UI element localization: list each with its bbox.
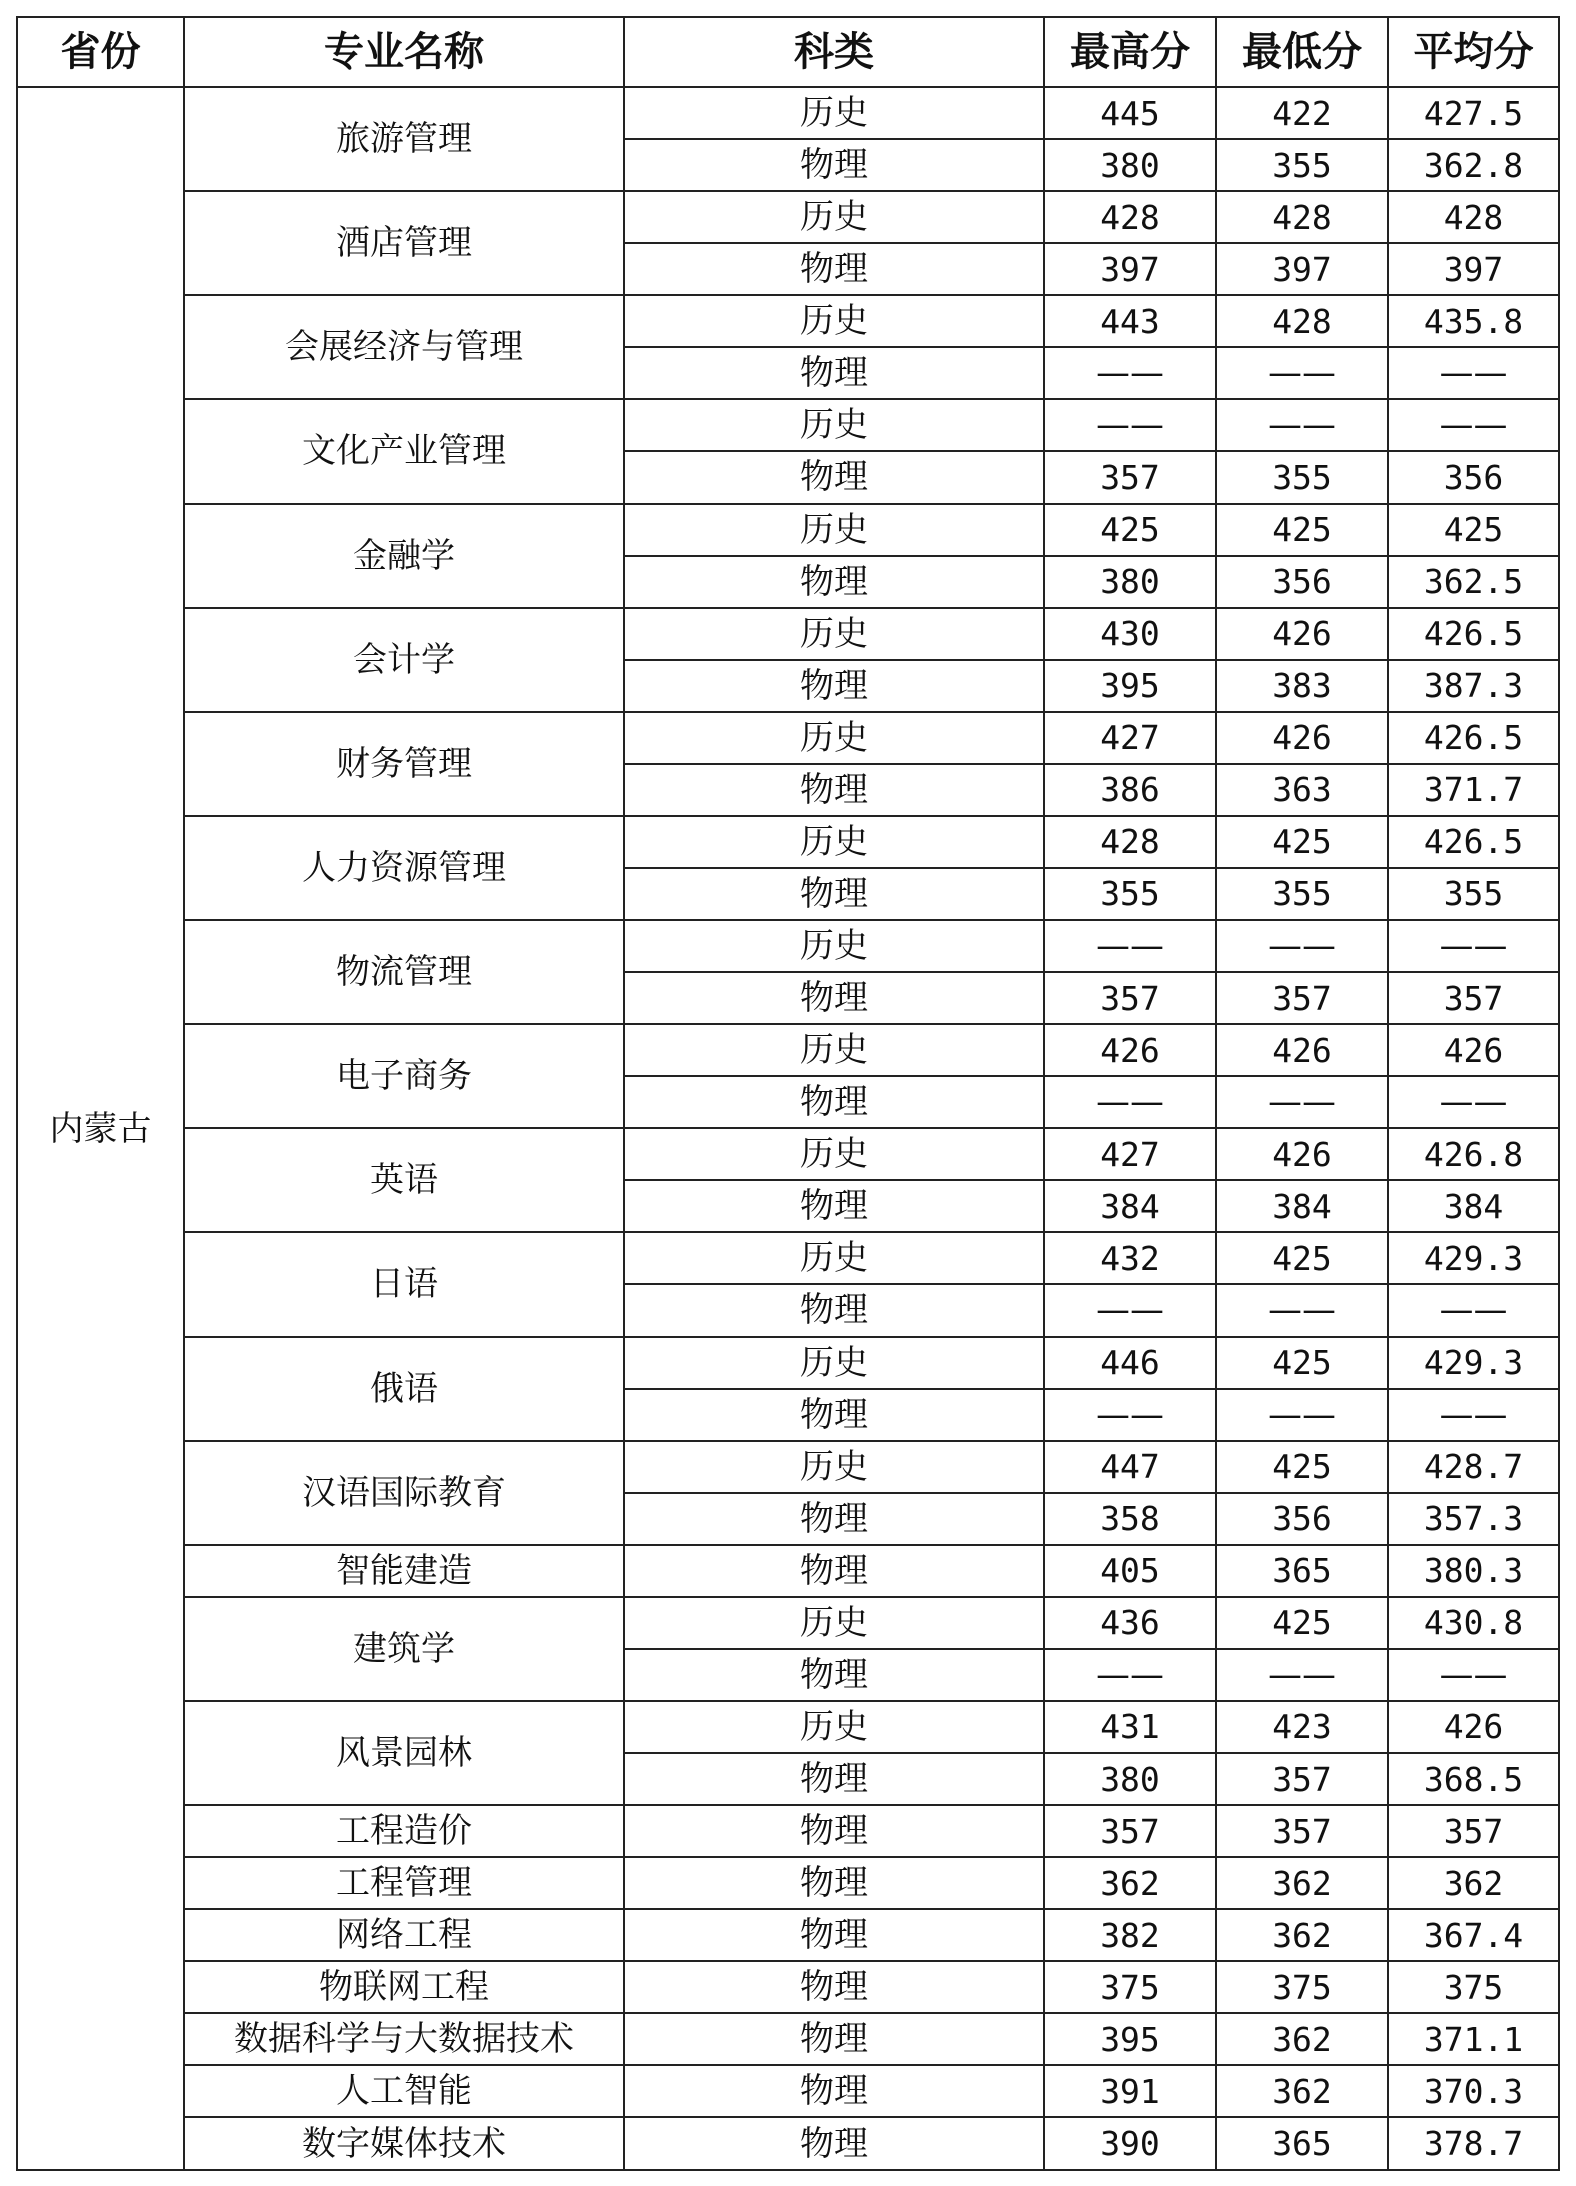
max-score-cell: 446 xyxy=(1044,1337,1216,1389)
subject-cell: 物理 xyxy=(624,2065,1044,2117)
subject-cell: 物理 xyxy=(624,1180,1044,1232)
avg-score-cell: 362 xyxy=(1388,1857,1559,1909)
max-score-cell: 432 xyxy=(1044,1232,1216,1284)
header-row xyxy=(17,17,1559,87)
avg-score-cell: 362.8 xyxy=(1388,139,1559,191)
score-table xyxy=(16,16,1560,2171)
avg-score-cell: 368.5 xyxy=(1388,1753,1559,1805)
table-body xyxy=(17,87,1559,2170)
min-score-cell: 355 xyxy=(1216,139,1388,191)
min-score-cell: 425 xyxy=(1216,1441,1388,1493)
subject-cell: 物理 xyxy=(624,1753,1044,1805)
max-score-cell: 384 xyxy=(1044,1180,1216,1232)
min-score-cell: 375 xyxy=(1216,1961,1388,2013)
max-score-cell: 436 xyxy=(1044,1597,1216,1649)
major-name-cell: 旅游管理 xyxy=(184,87,624,191)
max-score-cell: 390 xyxy=(1044,2117,1216,2170)
avg-score-cell: 378.7 xyxy=(1388,2117,1559,2170)
max-score-cell: 375 xyxy=(1044,1961,1216,2013)
header-max-score: 最高分 xyxy=(1044,17,1216,87)
avg-score-cell: 380.3 xyxy=(1388,1545,1559,1597)
max-score-cell: —— xyxy=(1044,1649,1216,1701)
table-row xyxy=(17,2117,1559,2170)
avg-score-cell: 425 xyxy=(1388,504,1559,556)
min-score-cell: 426 xyxy=(1216,712,1388,764)
major-name-cell: 人力资源管理 xyxy=(184,816,624,920)
subject-cell: 物理 xyxy=(624,243,1044,295)
subject-cell: 物理 xyxy=(624,1389,1044,1441)
min-score-cell: 426 xyxy=(1216,1024,1388,1076)
subject-cell: 历史 xyxy=(624,295,1044,347)
subject-cell: 历史 xyxy=(624,816,1044,868)
avg-score-cell: —— xyxy=(1388,920,1559,972)
avg-score-cell: 426 xyxy=(1388,1024,1559,1076)
avg-score-cell: —— xyxy=(1388,1284,1559,1336)
major-name-cell: 酒店管理 xyxy=(184,191,624,295)
avg-score-cell: 428.7 xyxy=(1388,1441,1559,1493)
max-score-cell: 427 xyxy=(1044,712,1216,764)
max-score-cell: 405 xyxy=(1044,1545,1216,1597)
avg-score-cell: 429.3 xyxy=(1388,1337,1559,1389)
subject-cell: 历史 xyxy=(624,920,1044,972)
min-score-cell: 357 xyxy=(1216,1805,1388,1857)
min-score-cell: 425 xyxy=(1216,816,1388,868)
table-row xyxy=(17,1024,1559,1076)
table-row xyxy=(17,2013,1559,2065)
header-min-score: 最低分 xyxy=(1216,17,1388,87)
major-name-cell: 会计学 xyxy=(184,608,624,712)
subject-cell: 历史 xyxy=(624,1024,1044,1076)
avg-score-cell: 362.5 xyxy=(1388,556,1559,608)
subject-cell: 历史 xyxy=(624,1701,1044,1753)
min-score-cell: —— xyxy=(1216,1284,1388,1336)
min-score-cell: 425 xyxy=(1216,504,1388,556)
table-row xyxy=(17,1701,1559,1753)
subject-cell: 物理 xyxy=(624,1909,1044,1961)
min-score-cell: —— xyxy=(1216,1389,1388,1441)
header-avg-score: 平均分 xyxy=(1388,17,1559,87)
subject-cell: 历史 xyxy=(624,87,1044,139)
avg-score-cell: 384 xyxy=(1388,1180,1559,1232)
table-row xyxy=(17,399,1559,451)
max-score-cell: 395 xyxy=(1044,2013,1216,2065)
min-score-cell: 362 xyxy=(1216,1857,1388,1909)
subject-cell: 物理 xyxy=(624,1649,1044,1701)
max-score-cell: 447 xyxy=(1044,1441,1216,1493)
max-score-cell: 380 xyxy=(1044,1753,1216,1805)
max-score-cell: 425 xyxy=(1044,504,1216,556)
avg-score-cell: 356 xyxy=(1388,451,1559,503)
subject-cell: 物理 xyxy=(624,347,1044,399)
table-row xyxy=(17,1232,1559,1284)
min-score-cell: 423 xyxy=(1216,1701,1388,1753)
min-score-cell: 425 xyxy=(1216,1597,1388,1649)
major-name-cell: 工程管理 xyxy=(184,1857,624,1909)
major-name-cell: 英语 xyxy=(184,1128,624,1232)
max-score-cell: —— xyxy=(1044,1284,1216,1336)
min-score-cell: 357 xyxy=(1216,972,1388,1024)
subject-cell: 历史 xyxy=(624,608,1044,660)
major-name-cell: 电子商务 xyxy=(184,1024,624,1128)
subject-cell: 物理 xyxy=(624,2013,1044,2065)
subject-cell: 物理 xyxy=(624,139,1044,191)
avg-score-cell: —— xyxy=(1388,1389,1559,1441)
subject-cell: 物理 xyxy=(624,1076,1044,1128)
min-score-cell: 357 xyxy=(1216,1753,1388,1805)
table-row xyxy=(17,2065,1559,2117)
max-score-cell: 426 xyxy=(1044,1024,1216,1076)
max-score-cell: 362 xyxy=(1044,1857,1216,1909)
avg-score-cell: —— xyxy=(1388,399,1559,451)
max-score-cell: —— xyxy=(1044,1076,1216,1128)
major-name-cell: 物联网工程 xyxy=(184,1961,624,2013)
major-name-cell: 物流管理 xyxy=(184,920,624,1024)
min-score-cell: —— xyxy=(1216,399,1388,451)
table-row xyxy=(17,1545,1559,1597)
subject-cell: 历史 xyxy=(624,191,1044,243)
major-name-cell: 网络工程 xyxy=(184,1909,624,1961)
avg-score-cell: 371.7 xyxy=(1388,764,1559,816)
subject-cell: 历史 xyxy=(624,1128,1044,1180)
table-row xyxy=(17,1128,1559,1180)
min-score-cell: 428 xyxy=(1216,295,1388,347)
avg-score-cell: 428 xyxy=(1388,191,1559,243)
subject-cell: 物理 xyxy=(624,764,1044,816)
min-score-cell: 397 xyxy=(1216,243,1388,295)
avg-score-cell: 426.5 xyxy=(1388,608,1559,660)
table-row xyxy=(17,1961,1559,2013)
major-name-cell: 风景园林 xyxy=(184,1701,624,1805)
table-row xyxy=(17,504,1559,556)
subject-cell: 物理 xyxy=(624,556,1044,608)
avg-score-cell: 427.5 xyxy=(1388,87,1559,139)
major-name-cell: 汉语国际教育 xyxy=(184,1441,624,1545)
min-score-cell: —— xyxy=(1216,1076,1388,1128)
table-row xyxy=(17,816,1559,868)
avg-score-cell: 426.8 xyxy=(1388,1128,1559,1180)
avg-score-cell: 355 xyxy=(1388,868,1559,920)
min-score-cell: —— xyxy=(1216,347,1388,399)
major-name-cell: 俄语 xyxy=(184,1337,624,1441)
subject-cell: 物理 xyxy=(624,1493,1044,1545)
max-score-cell: 395 xyxy=(1044,660,1216,712)
subject-cell: 历史 xyxy=(624,1597,1044,1649)
major-name-cell: 金融学 xyxy=(184,504,624,608)
max-score-cell: 428 xyxy=(1044,816,1216,868)
avg-score-cell: 357 xyxy=(1388,972,1559,1024)
major-name-cell: 工程造价 xyxy=(184,1805,624,1857)
subject-cell: 物理 xyxy=(624,1805,1044,1857)
min-score-cell: 362 xyxy=(1216,1909,1388,1961)
min-score-cell: 355 xyxy=(1216,451,1388,503)
max-score-cell: 355 xyxy=(1044,868,1216,920)
subject-cell: 物理 xyxy=(624,1961,1044,2013)
subject-cell: 历史 xyxy=(624,1337,1044,1389)
header-subject: 科类 xyxy=(624,17,1044,87)
min-score-cell: 426 xyxy=(1216,608,1388,660)
major-name-cell: 日语 xyxy=(184,1232,624,1336)
max-score-cell: 391 xyxy=(1044,2065,1216,2117)
header-province: 省份 xyxy=(17,17,184,87)
min-score-cell: 356 xyxy=(1216,556,1388,608)
table-row xyxy=(17,712,1559,764)
min-score-cell: 362 xyxy=(1216,2013,1388,2065)
avg-score-cell: 426.5 xyxy=(1388,712,1559,764)
max-score-cell: 357 xyxy=(1044,1805,1216,1857)
min-score-cell: —— xyxy=(1216,1649,1388,1701)
max-score-cell: —— xyxy=(1044,347,1216,399)
subject-cell: 物理 xyxy=(624,2117,1044,2170)
table-row xyxy=(17,295,1559,347)
major-name-cell: 财务管理 xyxy=(184,712,624,816)
min-score-cell: 422 xyxy=(1216,87,1388,139)
subject-cell: 物理 xyxy=(624,451,1044,503)
subject-cell: 历史 xyxy=(624,399,1044,451)
avg-score-cell: 357 xyxy=(1388,1805,1559,1857)
table-row xyxy=(17,191,1559,243)
avg-score-cell: 371.1 xyxy=(1388,2013,1559,2065)
avg-score-cell: 370.3 xyxy=(1388,2065,1559,2117)
table-row xyxy=(17,1909,1559,1961)
avg-score-cell: 435.8 xyxy=(1388,295,1559,347)
subject-cell: 物理 xyxy=(624,660,1044,712)
min-score-cell: 365 xyxy=(1216,2117,1388,2170)
avg-score-cell: 426.5 xyxy=(1388,816,1559,868)
province-cell: 内蒙古 xyxy=(17,87,184,2170)
avg-score-cell: 357.3 xyxy=(1388,1493,1559,1545)
table-row xyxy=(17,1857,1559,1909)
max-score-cell: 443 xyxy=(1044,295,1216,347)
min-score-cell: 425 xyxy=(1216,1232,1388,1284)
min-score-cell: 384 xyxy=(1216,1180,1388,1232)
major-name-cell: 建筑学 xyxy=(184,1597,624,1701)
subject-cell: 物理 xyxy=(624,868,1044,920)
max-score-cell: 397 xyxy=(1044,243,1216,295)
avg-score-cell: 426 xyxy=(1388,1701,1559,1753)
table-row xyxy=(17,1597,1559,1649)
avg-score-cell: —— xyxy=(1388,1076,1559,1128)
table-row xyxy=(17,1441,1559,1493)
max-score-cell: —— xyxy=(1044,1389,1216,1441)
subject-cell: 物理 xyxy=(624,1545,1044,1597)
major-name-cell: 会展经济与管理 xyxy=(184,295,624,399)
max-score-cell: 380 xyxy=(1044,556,1216,608)
max-score-cell: 357 xyxy=(1044,451,1216,503)
max-score-cell: 382 xyxy=(1044,1909,1216,1961)
avg-score-cell: 429.3 xyxy=(1388,1232,1559,1284)
max-score-cell: —— xyxy=(1044,399,1216,451)
max-score-cell: 386 xyxy=(1044,764,1216,816)
subject-cell: 历史 xyxy=(624,712,1044,764)
major-name-cell: 文化产业管理 xyxy=(184,399,624,503)
subject-cell: 历史 xyxy=(624,504,1044,556)
major-name-cell: 数字媒体技术 xyxy=(184,2117,624,2170)
min-score-cell: 428 xyxy=(1216,191,1388,243)
max-score-cell: —— xyxy=(1044,920,1216,972)
min-score-cell: 362 xyxy=(1216,2065,1388,2117)
max-score-cell: 380 xyxy=(1044,139,1216,191)
subject-cell: 物理 xyxy=(624,1284,1044,1336)
table-row xyxy=(17,87,1559,139)
avg-score-cell: 397 xyxy=(1388,243,1559,295)
max-score-cell: 430 xyxy=(1044,608,1216,660)
table-row xyxy=(17,920,1559,972)
table-row xyxy=(17,608,1559,660)
min-score-cell: 383 xyxy=(1216,660,1388,712)
table-row xyxy=(17,1337,1559,1389)
max-score-cell: 357 xyxy=(1044,972,1216,1024)
subject-cell: 物理 xyxy=(624,972,1044,1024)
min-score-cell: 363 xyxy=(1216,764,1388,816)
max-score-cell: 445 xyxy=(1044,87,1216,139)
avg-score-cell: 430.8 xyxy=(1388,1597,1559,1649)
min-score-cell: 356 xyxy=(1216,1493,1388,1545)
min-score-cell: —— xyxy=(1216,920,1388,972)
min-score-cell: 365 xyxy=(1216,1545,1388,1597)
table-row xyxy=(17,1805,1559,1857)
subject-cell: 历史 xyxy=(624,1232,1044,1284)
major-name-cell: 数据科学与大数据技术 xyxy=(184,2013,624,2065)
max-score-cell: 427 xyxy=(1044,1128,1216,1180)
avg-score-cell: —— xyxy=(1388,347,1559,399)
major-name-cell: 智能建造 xyxy=(184,1545,624,1597)
avg-score-cell: —— xyxy=(1388,1649,1559,1701)
max-score-cell: 358 xyxy=(1044,1493,1216,1545)
max-score-cell: 431 xyxy=(1044,1701,1216,1753)
avg-score-cell: 387.3 xyxy=(1388,660,1559,712)
min-score-cell: 355 xyxy=(1216,868,1388,920)
subject-cell: 历史 xyxy=(624,1441,1044,1493)
avg-score-cell: 367.4 xyxy=(1388,1909,1559,1961)
subject-cell: 物理 xyxy=(624,1857,1044,1909)
max-score-cell: 428 xyxy=(1044,191,1216,243)
min-score-cell: 426 xyxy=(1216,1128,1388,1180)
avg-score-cell: 375 xyxy=(1388,1961,1559,2013)
header-major: 专业名称 xyxy=(184,17,624,87)
major-name-cell: 人工智能 xyxy=(184,2065,624,2117)
min-score-cell: 425 xyxy=(1216,1337,1388,1389)
